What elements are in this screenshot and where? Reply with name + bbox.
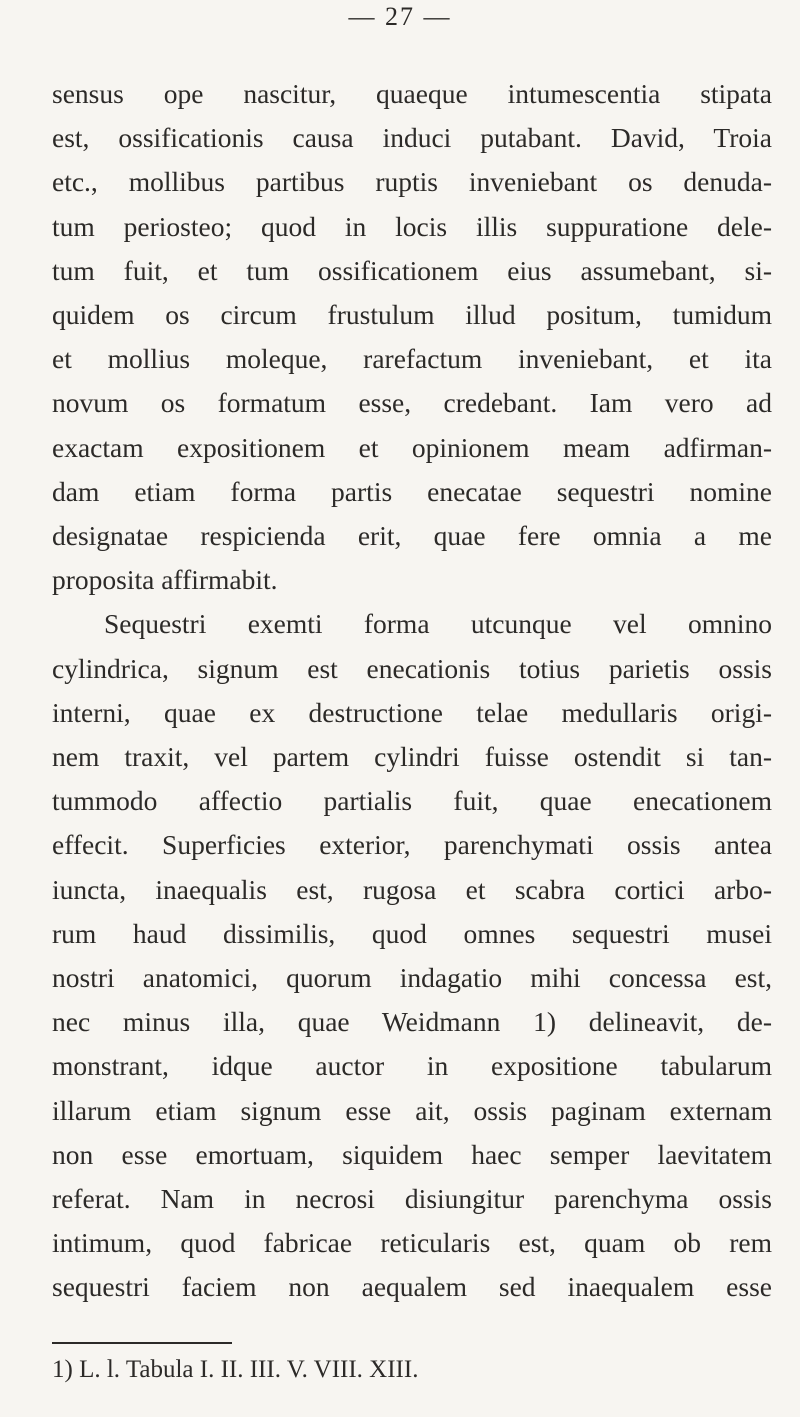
text-line: intimum, quod fabricae reticularis est, quam ob rem <box>52 1227 772 1259</box>
text-line: et mollius moleque, rarefactum inveniebant, et ita <box>52 343 772 375</box>
text-line: nostri anatomici, quorum indagatio mihi concessa est, <box>52 962 772 994</box>
text-line: illarum etiam signum esse ait, ossis paginam externam <box>52 1094 772 1126</box>
text-line: effecit. Superficies exterior, parenchymati ossis antea <box>52 829 772 861</box>
page-number: — 27 — <box>348 2 452 31</box>
text-line: sequestri faciem non aequalem sed inaequalem esse <box>52 1271 772 1303</box>
text-line: nem traxit, vel partem cylindri fuisse ostendit si tan- <box>52 741 772 773</box>
text-line: iuncta, inaequalis est, rugosa et scabra cortici arbo- <box>52 873 772 905</box>
text-line: novum os formatum esse, credebant. Iam vero ad <box>52 387 772 419</box>
text-line: interni, quae ex destructione telae medullaris origi- <box>52 696 772 728</box>
text-line: designatae respicienda erit, quae fere omnia a me <box>52 520 772 552</box>
text-line: nec minus illa, quae Weidmann 1) delineavit, de- <box>52 1006 772 1038</box>
text-line: cylindrica, signum est enecationis totius parietis ossis <box>52 652 772 684</box>
text-line: tum fuit, et tum ossificationem eius assumebant, si- <box>52 254 772 286</box>
text-line: rum haud dissimilis, quod omnes sequestri musei <box>52 917 772 949</box>
paragraph-end-line: proposita affirmabit. <box>52 564 278 596</box>
text-line: tum periosteo; quod in locis illis suppuratione dele- <box>52 210 772 242</box>
text-line: etc., mollibus partibus ruptis inveniebant os denuda- <box>52 166 772 198</box>
body-text <box>52 72 772 1310</box>
text-line: sensus ope nascitur, quaeque intumescentia stipata <box>52 78 772 109</box>
text-line: quidem os circum frustulum illud positum, tumidum <box>52 299 772 331</box>
footnote-divider <box>52 1342 232 1344</box>
paragraph-start-line: Sequestri exemti forma utcunque vel omnino <box>104 608 772 640</box>
text-line: est, ossificationis causa induci putabant. David, Troia <box>52 122 772 154</box>
footnote: 1) L. l. Tabula I. II. III. V. VIII. XIII. <box>52 1356 419 1383</box>
text-line: monstrant, idque auctor in expositione tabularum <box>52 1050 772 1082</box>
text-line: referat. Nam in necrosi disiungitur parenchyma ossis <box>52 1183 772 1215</box>
text-line: tummodo affectio partialis fuit, quae enecationem <box>52 785 772 817</box>
text-line: non esse emortuam, siquidem haec semper laevitatem <box>52 1138 772 1170</box>
text-line: dam etiam forma partis enecatae sequestri nomine <box>52 475 772 507</box>
text-line: exactam expositionem et opinionem meam adfirman- <box>52 431 772 463</box>
